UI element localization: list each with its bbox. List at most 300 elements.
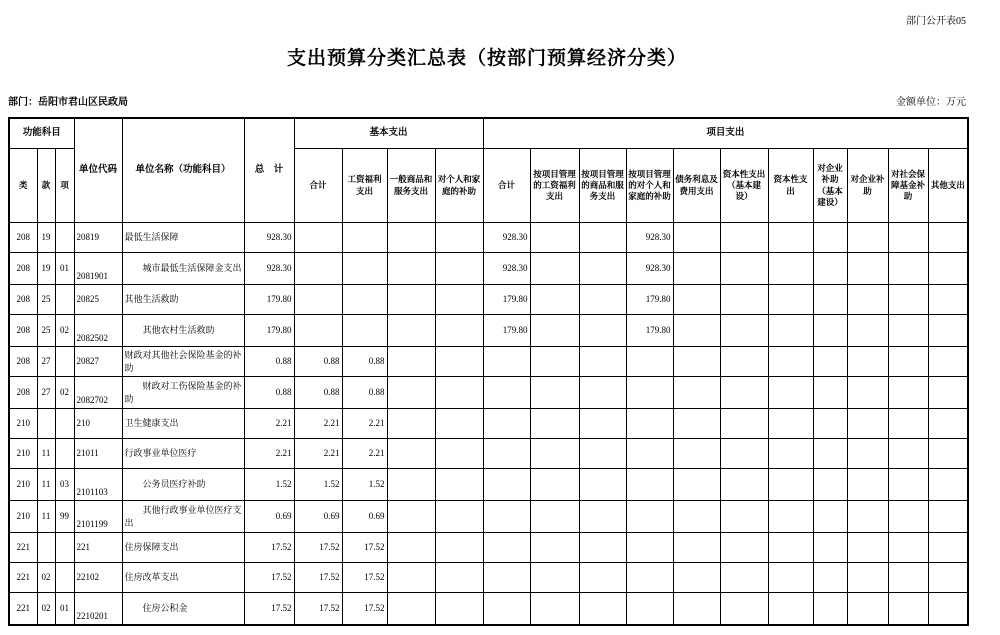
cell-basic-salary: 0.69 — [342, 501, 387, 533]
table-row — [9, 593, 968, 626]
header-unit-code: 单位代码 — [74, 118, 122, 223]
header-total: 总 计 — [244, 118, 294, 223]
cell-basic-goods — [387, 377, 435, 409]
cell-proj-debt — [673, 285, 720, 315]
cell-proj-enterprise — [847, 253, 888, 285]
cell-proj-capital — [768, 253, 813, 285]
cell-unit-name: 卫生健康支出 — [122, 409, 244, 439]
cell-proj-capital — [768, 593, 813, 626]
table-body — [9, 223, 968, 626]
cell-proj-capital-const — [720, 469, 768, 501]
cell-unit-code: 221 — [74, 533, 122, 563]
cell-proj-capital-const — [720, 347, 768, 377]
cell-proj-total — [483, 347, 530, 377]
table-row — [9, 563, 968, 593]
cell-func-class: 208 — [9, 253, 37, 285]
cell-func-sub: 01 — [55, 593, 74, 626]
cell-proj-other — [928, 223, 968, 253]
cell-total: 928.30 — [244, 223, 294, 253]
cell-proj-family: 928.30 — [626, 253, 673, 285]
cell-unit-name: 住房改革支出 — [122, 563, 244, 593]
cell-basic-total: 1.52 — [294, 469, 342, 501]
cell-total: 1.52 — [244, 469, 294, 501]
table-row — [9, 533, 968, 563]
cell-func-item: 25 — [37, 285, 55, 315]
cell-func-sub: 01 — [55, 253, 74, 285]
cell-basic-family — [435, 377, 483, 409]
cell-proj-debt — [673, 593, 720, 626]
cell-total: 2.21 — [244, 409, 294, 439]
cell-proj-capital — [768, 223, 813, 253]
cell-proj-other — [928, 285, 968, 315]
cell-proj-capital-const — [720, 253, 768, 285]
cell-proj-salary — [530, 285, 579, 315]
cell-proj-family: 179.80 — [626, 285, 673, 315]
cell-proj-social-security — [888, 409, 928, 439]
cell-func-item: 11 — [37, 469, 55, 501]
cell-proj-goods — [579, 409, 626, 439]
cell-unit-code: 22102 — [74, 563, 122, 593]
cell-proj-other — [928, 469, 968, 501]
cell-proj-debt — [673, 469, 720, 501]
cell-proj-total — [483, 501, 530, 533]
header-row-groups — [9, 118, 968, 149]
cell-proj-total — [483, 563, 530, 593]
cell-unit-name: 公务员医疗补助 — [122, 469, 244, 501]
cell-proj-debt — [673, 563, 720, 593]
cell-proj-debt — [673, 315, 720, 347]
cell-basic-family — [435, 469, 483, 501]
cell-total: 0.88 — [244, 347, 294, 377]
header-proj-goods: 按项目管理的商品和服务支出 — [579, 149, 626, 223]
cell-proj-salary — [530, 409, 579, 439]
cell-func-sub — [55, 223, 74, 253]
cell-proj-family — [626, 347, 673, 377]
cell-basic-total — [294, 223, 342, 253]
cell-unit-name: 住房保障支出 — [122, 533, 244, 563]
cell-proj-other — [928, 501, 968, 533]
cell-unit-code: 2101199 — [74, 501, 122, 533]
header-project-group: 项目支出 — [483, 118, 968, 149]
cell-func-sub: 99 — [55, 501, 74, 533]
cell-func-item: 19 — [37, 253, 55, 285]
table-row — [9, 253, 968, 285]
cell-func-class: 210 — [9, 409, 37, 439]
cell-func-class: 210 — [9, 501, 37, 533]
cell-proj-total — [483, 593, 530, 626]
header-proj-capital-const: 资本性支出（基本建设） — [720, 149, 768, 223]
cell-func-item — [37, 409, 55, 439]
cell-func-sub — [55, 347, 74, 377]
cell-proj-social-security — [888, 377, 928, 409]
header-proj-debt: 债务利息及费用支出 — [673, 149, 720, 223]
cell-total: 179.80 — [244, 285, 294, 315]
cell-proj-enterprise — [847, 315, 888, 347]
cell-func-class: 221 — [9, 593, 37, 626]
cell-func-sub: 02 — [55, 377, 74, 409]
cell-proj-goods — [579, 469, 626, 501]
cell-proj-salary — [530, 501, 579, 533]
cell-basic-goods — [387, 409, 435, 439]
cell-proj-family — [626, 377, 673, 409]
cell-proj-capital-const — [720, 409, 768, 439]
cell-proj-social-security — [888, 285, 928, 315]
cell-func-item: 11 — [37, 501, 55, 533]
cell-proj-capital-const — [720, 439, 768, 469]
cell-basic-family — [435, 501, 483, 533]
page-title: 支出预算分类汇总表（按部门预算经济分类） — [286, 48, 687, 69]
cell-basic-goods — [387, 347, 435, 377]
cell-basic-goods — [387, 223, 435, 253]
cell-proj-goods — [579, 223, 626, 253]
cell-basic-total: 17.52 — [294, 533, 342, 563]
cell-proj-other — [928, 377, 968, 409]
cell-basic-total — [294, 253, 342, 285]
cell-unit-name: 其他行政事业单位医疗支出 — [122, 501, 244, 533]
cell-proj-capital — [768, 533, 813, 563]
cell-proj-enterprise — [847, 347, 888, 377]
cell-basic-family — [435, 439, 483, 469]
cell-basic-goods — [387, 593, 435, 626]
cell-proj-salary — [530, 315, 579, 347]
cell-basic-salary — [342, 253, 387, 285]
header-proj-capital: 资本性支出 — [768, 149, 813, 223]
cell-basic-goods — [387, 563, 435, 593]
cell-proj-debt — [673, 347, 720, 377]
cell-proj-capital-const — [720, 285, 768, 315]
cell-basic-family — [435, 533, 483, 563]
cell-basic-total: 2.21 — [294, 439, 342, 469]
cell-basic-family — [435, 409, 483, 439]
cell-proj-capital-const — [720, 377, 768, 409]
cell-proj-family — [626, 533, 673, 563]
table-row — [9, 285, 968, 315]
cell-proj-social-security — [888, 253, 928, 285]
header-proj-other: 其他支出 — [928, 149, 968, 223]
cell-func-sub — [55, 439, 74, 469]
cell-proj-capital-const — [720, 315, 768, 347]
cell-basic-salary: 17.52 — [342, 533, 387, 563]
cell-proj-enterprise-const — [813, 347, 847, 377]
cell-proj-salary — [530, 223, 579, 253]
cell-proj-capital-const — [720, 563, 768, 593]
header-proj-social-security: 对社会保障基金补助 — [888, 149, 928, 223]
cell-basic-goods — [387, 469, 435, 501]
header-basic-family: 对个人和家庭的补助 — [435, 149, 483, 223]
cell-func-class: 221 — [9, 533, 37, 563]
cell-proj-family — [626, 501, 673, 533]
cell-proj-family — [626, 469, 673, 501]
cell-proj-debt — [673, 533, 720, 563]
cell-total: 0.69 — [244, 501, 294, 533]
cell-unit-code: 20827 — [74, 347, 122, 377]
cell-proj-other — [928, 533, 968, 563]
cell-basic-total — [294, 285, 342, 315]
cell-proj-enterprise — [847, 533, 888, 563]
cell-unit-name: 住房公积金 — [122, 593, 244, 626]
cell-func-item: 02 — [37, 593, 55, 626]
cell-func-item: 19 — [37, 223, 55, 253]
cell-proj-debt — [673, 439, 720, 469]
cell-basic-total — [294, 315, 342, 347]
cell-basic-goods — [387, 501, 435, 533]
header-func-class: 类 — [9, 149, 37, 223]
cell-basic-total: 0.88 — [294, 377, 342, 409]
cell-proj-total — [483, 439, 530, 469]
cell-basic-salary: 17.52 — [342, 563, 387, 593]
table-row — [9, 347, 968, 377]
cell-proj-salary — [530, 347, 579, 377]
cell-proj-social-security — [888, 469, 928, 501]
cell-proj-salary — [530, 563, 579, 593]
cell-proj-social-security — [888, 501, 928, 533]
cell-basic-family — [435, 223, 483, 253]
header-func-sub: 项 — [55, 149, 74, 223]
cell-basic-total: 0.69 — [294, 501, 342, 533]
cell-basic-salary: 2.21 — [342, 439, 387, 469]
header-basic-salary: 工资福利支出 — [342, 149, 387, 223]
cell-proj-goods — [579, 593, 626, 626]
cell-proj-debt — [673, 501, 720, 533]
cell-func-class: 208 — [9, 377, 37, 409]
cell-func-sub — [55, 409, 74, 439]
cell-total: 2.21 — [244, 439, 294, 469]
cell-func-item: 27 — [37, 347, 55, 377]
cell-func-item: 25 — [37, 315, 55, 347]
cell-basic-salary: 2.21 — [342, 409, 387, 439]
cell-proj-enterprise-const — [813, 593, 847, 626]
cell-proj-goods — [579, 377, 626, 409]
cell-proj-total — [483, 409, 530, 439]
cell-proj-enterprise — [847, 501, 888, 533]
cell-proj-family: 928.30 — [626, 223, 673, 253]
header-proj-total: 合计 — [483, 149, 530, 223]
cell-proj-goods — [579, 563, 626, 593]
cell-proj-social-security — [888, 563, 928, 593]
cell-proj-salary — [530, 593, 579, 626]
cell-proj-goods — [579, 533, 626, 563]
cell-basic-goods — [387, 285, 435, 315]
cell-func-sub: 03 — [55, 469, 74, 501]
budget-table — [8, 117, 969, 626]
cell-basic-goods — [387, 533, 435, 563]
header-proj-family: 按项目管理的对个人和家庭的补助 — [626, 149, 673, 223]
cell-proj-capital-const — [720, 533, 768, 563]
cell-func-item: 11 — [37, 439, 55, 469]
cell-unit-code: 2081901 — [74, 253, 122, 285]
cell-proj-capital — [768, 501, 813, 533]
cell-proj-other — [928, 409, 968, 439]
cell-func-sub — [55, 533, 74, 563]
table-row — [9, 469, 968, 501]
cell-proj-goods — [579, 315, 626, 347]
cell-proj-total — [483, 469, 530, 501]
cell-func-item: 27 — [37, 377, 55, 409]
cell-basic-family — [435, 315, 483, 347]
cell-total: 17.52 — [244, 563, 294, 593]
cell-proj-family — [626, 439, 673, 469]
sheet-label: 部门公开表05 — [906, 16, 966, 27]
cell-total: 928.30 — [244, 253, 294, 285]
header-basic-goods: 一般商品和服务支出 — [387, 149, 435, 223]
cell-unit-name: 最低生活保障 — [122, 223, 244, 253]
cell-proj-enterprise-const — [813, 223, 847, 253]
table-row — [9, 439, 968, 469]
cell-proj-other — [928, 439, 968, 469]
cell-unit-code: 210 — [74, 409, 122, 439]
cell-unit-name: 城市最低生活保障金支出 — [122, 253, 244, 285]
header-basic-total: 合计 — [294, 149, 342, 223]
cell-proj-debt — [673, 409, 720, 439]
cell-proj-enterprise — [847, 469, 888, 501]
cell-proj-family — [626, 409, 673, 439]
cell-proj-goods — [579, 501, 626, 533]
cell-func-class: 210 — [9, 469, 37, 501]
unit-note: 金额单位：万元 — [896, 97, 966, 108]
cell-proj-enterprise-const — [813, 501, 847, 533]
header-proj-salary: 按项目管理的工资福利支出 — [530, 149, 579, 223]
header-func-item: 款 — [37, 149, 55, 223]
cell-proj-enterprise — [847, 409, 888, 439]
cell-proj-family — [626, 593, 673, 626]
cell-proj-debt — [673, 377, 720, 409]
cell-proj-total: 928.30 — [483, 223, 530, 253]
cell-proj-enterprise — [847, 223, 888, 253]
cell-proj-social-security — [888, 347, 928, 377]
cell-basic-total: 17.52 — [294, 563, 342, 593]
header-proj-enterprise: 对企业补助 — [847, 149, 888, 223]
cell-basic-salary: 0.88 — [342, 347, 387, 377]
cell-proj-family: 179.80 — [626, 315, 673, 347]
cell-basic-family — [435, 285, 483, 315]
cell-unit-code: 2101103 — [74, 469, 122, 501]
cell-func-sub — [55, 285, 74, 315]
cell-func-class: 208 — [9, 223, 37, 253]
cell-basic-family — [435, 563, 483, 593]
cell-proj-enterprise — [847, 377, 888, 409]
cell-proj-total: 179.80 — [483, 315, 530, 347]
cell-proj-capital — [768, 439, 813, 469]
cell-proj-family — [626, 563, 673, 593]
cell-basic-goods — [387, 439, 435, 469]
cell-unit-code: 21011 — [74, 439, 122, 469]
cell-basic-total: 17.52 — [294, 593, 342, 626]
cell-proj-total: 179.80 — [483, 285, 530, 315]
department-label: 部门：岳阳市君山区民政局 — [8, 97, 128, 108]
cell-proj-other — [928, 563, 968, 593]
header-basic-group: 基本支出 — [294, 118, 483, 149]
cell-func-class: 208 — [9, 285, 37, 315]
cell-basic-goods — [387, 315, 435, 347]
cell-basic-family — [435, 593, 483, 626]
cell-proj-other — [928, 253, 968, 285]
table-row — [9, 315, 968, 347]
cell-basic-salary: 17.52 — [342, 593, 387, 626]
cell-proj-debt — [673, 223, 720, 253]
cell-total: 17.52 — [244, 593, 294, 626]
cell-proj-capital — [768, 469, 813, 501]
header-func-group: 功能科目 — [9, 118, 74, 149]
cell-proj-enterprise-const — [813, 439, 847, 469]
cell-proj-capital — [768, 285, 813, 315]
cell-proj-enterprise-const — [813, 285, 847, 315]
cell-proj-enterprise — [847, 285, 888, 315]
cell-proj-total: 928.30 — [483, 253, 530, 285]
cell-basic-family — [435, 253, 483, 285]
cell-basic-total: 2.21 — [294, 409, 342, 439]
cell-func-class: 221 — [9, 563, 37, 593]
cell-proj-capital-const — [720, 501, 768, 533]
cell-proj-social-security — [888, 223, 928, 253]
cell-proj-capital-const — [720, 593, 768, 626]
cell-proj-enterprise-const — [813, 533, 847, 563]
cell-unit-name: 其他生活救助 — [122, 285, 244, 315]
header-proj-enterprise-const: 对企业补助（基本建设） — [813, 149, 847, 223]
cell-proj-goods — [579, 439, 626, 469]
cell-proj-capital — [768, 347, 813, 377]
cell-proj-goods — [579, 347, 626, 377]
cell-proj-salary — [530, 439, 579, 469]
cell-proj-other — [928, 593, 968, 626]
cell-proj-social-security — [888, 315, 928, 347]
cell-func-sub — [55, 563, 74, 593]
cell-unit-name: 财政对其他社会保险基金的补助 — [122, 347, 244, 377]
cell-basic-salary — [342, 223, 387, 253]
cell-proj-salary — [530, 533, 579, 563]
cell-basic-salary: 1.52 — [342, 469, 387, 501]
cell-basic-salary — [342, 315, 387, 347]
cell-unit-name: 行政事业单位医疗 — [122, 439, 244, 469]
table-row — [9, 409, 968, 439]
table-row — [9, 377, 968, 409]
cell-basic-total: 0.88 — [294, 347, 342, 377]
table-row — [9, 501, 968, 533]
cell-unit-name: 其他农村生活救助 — [122, 315, 244, 347]
meta-row — [8, 93, 966, 107]
cell-func-item: 02 — [37, 563, 55, 593]
cell-proj-capital-const — [720, 223, 768, 253]
cell-proj-enterprise-const — [813, 377, 847, 409]
cell-proj-enterprise-const — [813, 563, 847, 593]
cell-proj-capital — [768, 377, 813, 409]
cell-proj-capital — [768, 409, 813, 439]
cell-proj-goods — [579, 285, 626, 315]
table-row — [9, 223, 968, 253]
cell-basic-salary — [342, 285, 387, 315]
cell-proj-total — [483, 533, 530, 563]
cell-proj-social-security — [888, 439, 928, 469]
cell-total: 17.52 — [244, 533, 294, 563]
cell-total: 0.88 — [244, 377, 294, 409]
cell-proj-salary — [530, 253, 579, 285]
cell-basic-family — [435, 347, 483, 377]
cell-proj-enterprise-const — [813, 469, 847, 501]
cell-func-class: 208 — [9, 347, 37, 377]
cell-proj-enterprise — [847, 593, 888, 626]
cell-func-class: 210 — [9, 439, 37, 469]
cell-proj-enterprise — [847, 563, 888, 593]
header-unit-name: 单位名称（功能科目） — [122, 118, 244, 223]
cell-proj-debt — [673, 253, 720, 285]
cell-proj-enterprise-const — [813, 315, 847, 347]
cell-proj-other — [928, 347, 968, 377]
cell-total: 179.80 — [244, 315, 294, 347]
cell-proj-enterprise — [847, 439, 888, 469]
cell-func-sub: 02 — [55, 315, 74, 347]
cell-basic-salary: 0.88 — [342, 377, 387, 409]
cell-unit-code: 2082702 — [74, 377, 122, 409]
cell-proj-enterprise-const — [813, 253, 847, 285]
